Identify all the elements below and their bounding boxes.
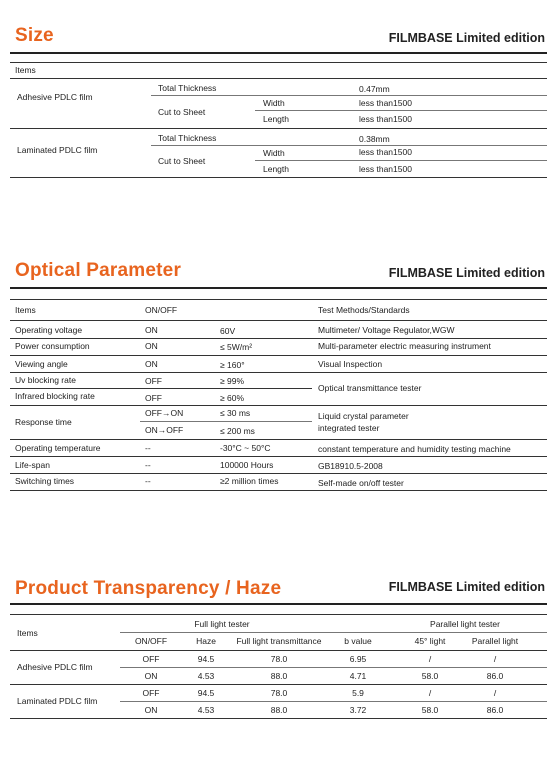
- optical-item: Operating voltage: [15, 325, 83, 335]
- divider: [120, 701, 547, 702]
- size-length-value: less than1500: [359, 114, 412, 124]
- optical-value: ≤ 200 ms: [220, 426, 255, 436]
- table-cell: /: [493, 688, 497, 698]
- optical-value: ≥2 million times: [220, 476, 279, 486]
- optical-state: OFF: [145, 376, 162, 386]
- divider: [10, 372, 547, 373]
- size-length-value: less than1500: [359, 164, 412, 174]
- optical-item: Life-span: [15, 460, 50, 470]
- optical-header-items: Items: [15, 305, 36, 315]
- divider: [10, 614, 547, 615]
- divider: [10, 405, 547, 406]
- divider: [10, 718, 547, 719]
- divider: [10, 78, 547, 79]
- optical-state: --: [145, 476, 151, 486]
- table-cell: 94.5: [197, 688, 215, 698]
- col-header: ON/OFF: [134, 636, 168, 646]
- optical-value: ≤ 30 ms: [220, 408, 251, 418]
- divider: [10, 299, 547, 300]
- transparency-laminated-label: Laminated PDLC film: [17, 696, 98, 706]
- optical-method: Visual Inspection: [318, 359, 383, 369]
- table-cell: 86.0: [486, 705, 504, 715]
- table-cell: ON: [144, 671, 158, 681]
- divider: [10, 439, 547, 440]
- optical-header-methods: Test Methods/Standards: [318, 305, 410, 315]
- size-adhesive-label: Adhesive PDLC film: [17, 92, 93, 102]
- optical-header-state: ON/OFF: [145, 305, 178, 315]
- divider: [10, 473, 547, 474]
- size-length-label: Length: [263, 114, 289, 124]
- optical-method: Optical transmittance tester: [318, 383, 422, 393]
- table-cell: /: [428, 688, 432, 698]
- size-total-value: 0.47mm: [359, 84, 390, 94]
- divider: [10, 287, 547, 289]
- col-header: b value: [344, 636, 372, 646]
- optical-state: ON: [145, 359, 158, 369]
- optical-method: GB18910.5-2008: [318, 461, 383, 471]
- divider: [151, 95, 547, 96]
- optical-method: Self-made on/off tester: [318, 478, 404, 488]
- transparency-items-header: Items: [17, 628, 38, 638]
- divider: [10, 52, 547, 54]
- optical-item: Power consumption: [15, 341, 90, 351]
- table-cell: 4.71: [349, 671, 367, 681]
- divider: [10, 62, 547, 63]
- optical-method: Multimeter/ Voltage Regulator,WGW: [318, 325, 455, 335]
- size-length-label: Length: [263, 164, 289, 174]
- transparency-title: Product Transparency / Haze: [15, 578, 282, 599]
- optical-method: Liquid crystal parameter: [318, 411, 409, 421]
- size-total-thickness: Total Thickness: [158, 133, 217, 143]
- optical-state: ON→OFF: [145, 425, 184, 435]
- col-header: 45° light: [414, 636, 446, 646]
- optical-method: integrated tester: [318, 423, 380, 433]
- table-cell: 3.72: [349, 705, 367, 715]
- divider: [10, 456, 547, 457]
- size-width-value: less than1500: [359, 147, 412, 157]
- table-cell: 6.95: [349, 654, 367, 664]
- optical-title: Optical Parameter: [15, 260, 182, 281]
- table-cell: ON: [144, 705, 158, 715]
- optical-method: constant temperature and humidity testing machine: [318, 444, 511, 454]
- optical-item: Operating temperature: [15, 443, 101, 453]
- divider: [255, 110, 547, 111]
- optical-state: OFF: [145, 393, 162, 403]
- size-items-header: Items: [15, 65, 36, 75]
- optical-value: 100000 Hours: [220, 460, 274, 470]
- table-cell: 58.0: [421, 671, 439, 681]
- table-cell: /: [493, 654, 497, 664]
- divider: [120, 632, 547, 633]
- size-title: Size: [15, 25, 54, 46]
- transparency-adhesive-label: Adhesive PDLC film: [17, 662, 93, 672]
- transparency-edition: FILMBASE Limited edition: [388, 580, 545, 594]
- table-cell: 78.0: [270, 688, 288, 698]
- size-width-label: Width: [263, 148, 285, 158]
- optical-state: OFF→ON: [145, 408, 184, 418]
- optical-item: Response time: [15, 417, 72, 427]
- divider: [140, 421, 312, 422]
- size-laminated-label: Laminated PDLC film: [17, 145, 98, 155]
- col-header: Haze: [196, 636, 216, 646]
- col-header: Full light transmittance: [236, 636, 322, 646]
- col-header: Parallel light: [471, 636, 519, 646]
- divider: [10, 684, 547, 685]
- optical-state: ON: [145, 341, 158, 351]
- group-full-light: Full light tester: [194, 619, 250, 629]
- table-cell: 88.0: [270, 705, 288, 715]
- optical-state: ON: [145, 325, 158, 335]
- table-cell: 58.0: [421, 705, 439, 715]
- table-cell: 88.0: [270, 671, 288, 681]
- divider: [120, 667, 547, 668]
- optical-value: 60V: [220, 326, 236, 336]
- optical-edition: FILMBASE Limited edition: [388, 266, 545, 280]
- divider: [10, 388, 312, 389]
- table-cell: OFF: [142, 654, 160, 664]
- optical-item: Uv blocking rate: [15, 375, 76, 385]
- table-cell: 5.9: [352, 688, 364, 698]
- optical-item: Infrared blocking rate: [15, 391, 95, 401]
- size-total-thickness: Total Thickness: [158, 83, 217, 93]
- divider: [151, 145, 547, 146]
- optical-item: Switching times: [15, 476, 75, 486]
- divider: [10, 128, 547, 129]
- optical-value: ≥ 60%: [220, 393, 245, 403]
- divider: [10, 650, 547, 651]
- size-cut-to-sheet: Cut to Sheet: [158, 107, 206, 117]
- table-cell: 4.53: [197, 705, 215, 715]
- divider: [10, 320, 547, 321]
- divider: [10, 177, 547, 178]
- optical-value: ≥ 99%: [220, 376, 245, 386]
- table-cell: /: [428, 654, 432, 664]
- optical-item: Viewing angle: [15, 359, 68, 369]
- size-width-value: less than1500: [359, 98, 412, 108]
- table-cell: 94.5: [197, 654, 215, 664]
- optical-value: -30°C ~ 50°C: [220, 443, 271, 453]
- table-cell: OFF: [142, 688, 160, 698]
- optical-method: Multi-parameter electric measuring instrument: [318, 341, 491, 351]
- table-cell: 86.0: [486, 671, 504, 681]
- optical-state: --: [145, 443, 151, 453]
- size-edition: FILMBASE Limited edition: [388, 31, 545, 45]
- group-parallel-light: Parallel light tester: [430, 619, 500, 629]
- table-cell: 4.53: [197, 671, 215, 681]
- divider: [10, 490, 547, 491]
- divider: [10, 355, 547, 356]
- divider: [255, 160, 547, 161]
- size-total-value: 0.38mm: [359, 134, 390, 144]
- table-cell: 78.0: [270, 654, 288, 664]
- size-width-label: Width: [263, 98, 285, 108]
- divider: [10, 603, 547, 605]
- optical-state: --: [145, 460, 151, 470]
- divider: [10, 338, 547, 339]
- size-cut-to-sheet: Cut to Sheet: [158, 156, 206, 166]
- optical-value: ≥ 160°: [220, 360, 245, 370]
- optical-value: ≤ 5W/m²: [220, 342, 253, 352]
